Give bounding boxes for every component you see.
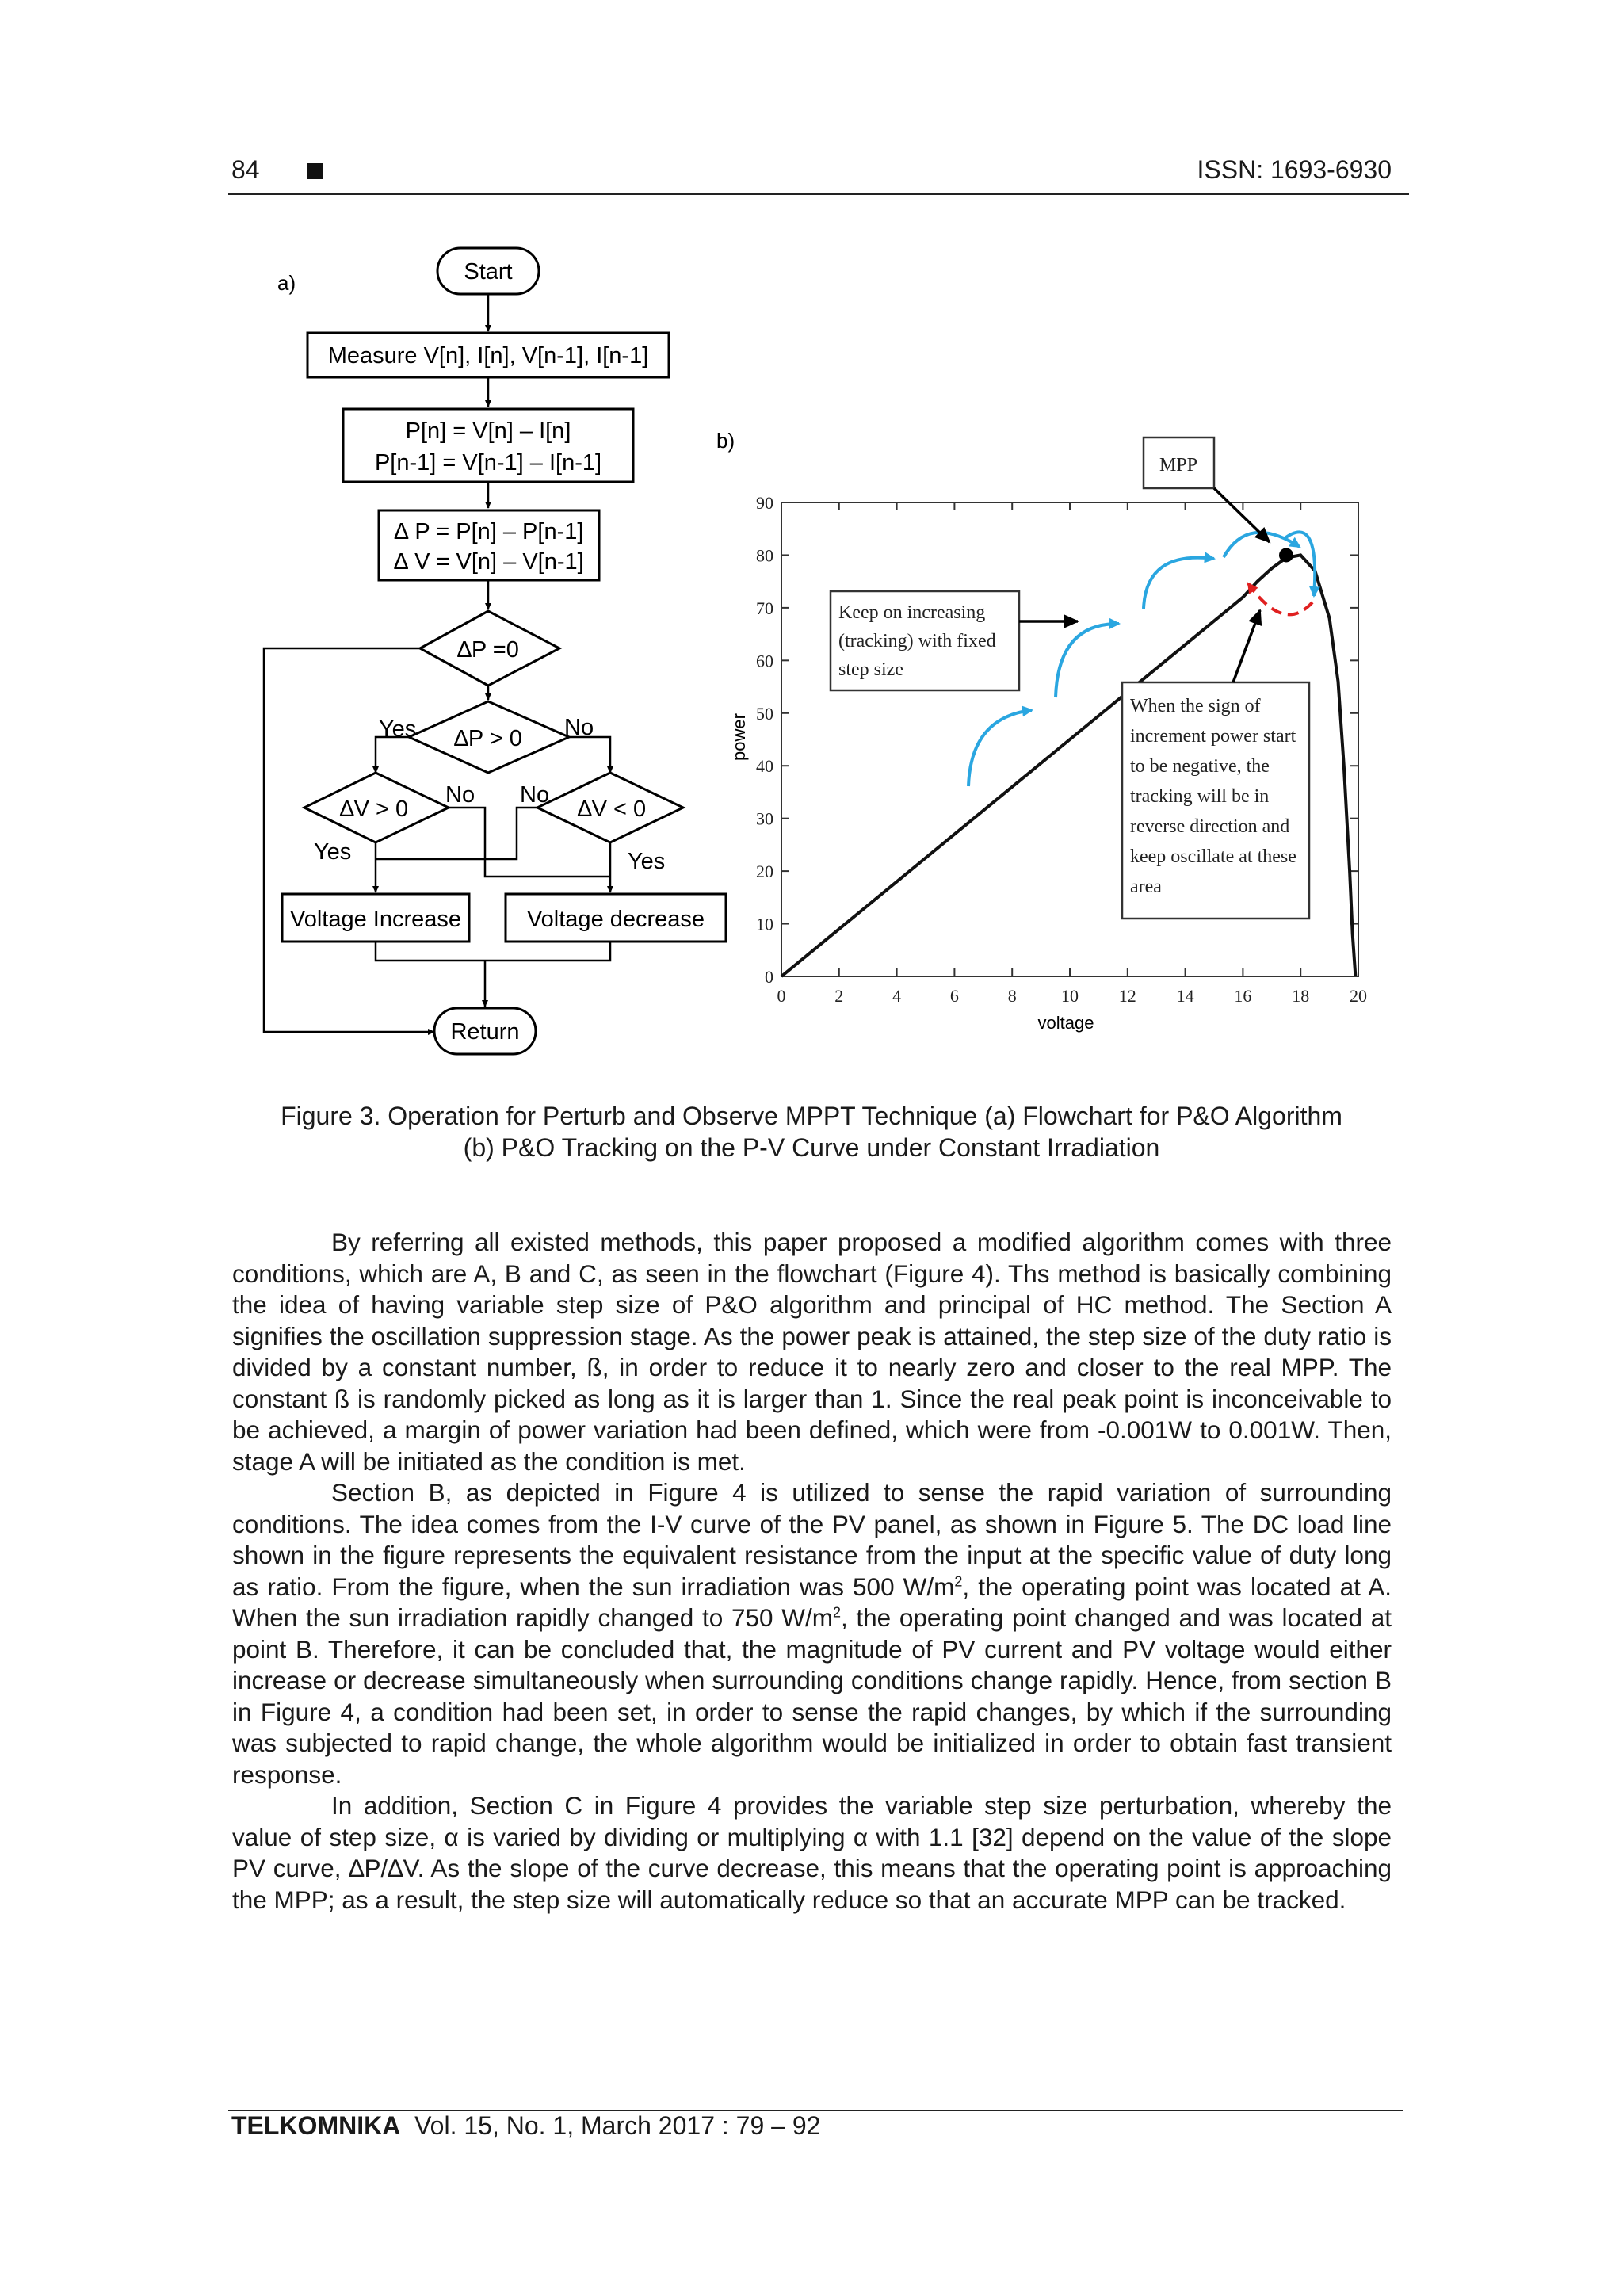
mpp-label: MPP [1159,455,1198,476]
caption-line-2: (b) P&O Tracking on the P-V Curve under Constant Irradiation [463,1133,1160,1162]
dv-positive-yes: Yes [314,839,352,865]
panel-a-label: a) [277,271,296,295]
dv-negative-no: No [520,782,550,808]
paragraph-3: In addition, Section C in Figure 4 provides the variable step size perturbation, whereby the value of step size, α is varied by dividing or multiplying α with 1.1 [32] depend on the value of the slope PV curve, ∆P/∆V. As the slope of the curve decrease, this means that the operating point is approaching the MPP; as a result, the step size will automatically reduce so that an accurate MPP can be tracked. [232,1791,1392,1914]
y-tick-label: 30 [756,808,773,829]
power-calc-line2: P[n-1] = V[n-1] – I[n-1] [374,450,602,476]
voltage-decrease-label: Voltage decrease [526,907,705,932]
voltage-increase-label: Voltage Increase [289,907,462,932]
y-tick-label: 0 [765,967,773,987]
oscillation-note: When the sign of increment power start to be negative, the tracking will be in reverse direction and keep oscillate at these area [1130,696,1296,897]
delta-calc-line2: ∆ V = V[n] – V[n-1] [394,549,584,575]
paragraph-2: Section B, as depicted in Figure 4 is utilized to sense the rapid variation of surrounding conditions. The idea comes from the I-V curve of the PV panel, as shown in Figure 5. The DC load line shown in the figure represents the equivalent resistance from the input at the specific value of duty long as ratio. From the figure, when the sun irradiation was 500 $W/m^2$, the operating point was located at A. When the sun irradiation rapidly changed to 750 $W/m^2$, the operating point changed and was located at point B. Therefore, it can be concluded that, the magnitude of PV current and PV voltage would either increase or decrease simultaneously when surrounding conditions change rapidly. Hence, from section B in Figure 4, a condition had been set, in order to sense the rapid changes, by which if the surrounding was subjected to rapid change, the whole algorithm would be initialized in order to obtain fast transient response. [232,1478,1392,1789]
dv-negative-yes: Yes [628,849,666,874]
y-tick-label: 10 [756,914,773,934]
x-tick-label: 2 [834,986,844,1006]
x-tick-label: 10 [1061,986,1079,1006]
delta-calc-line1: ∆ P = P[n] – P[n-1] [394,519,584,544]
figure-caption [228,1100,1395,1163]
panel-b-label: b) [716,429,735,453]
paragraph-1: By referring all existed methods, this paper proposed a modified algorithm comes with three conditions, which are A, B and C, as seen in the flowchart (Figure 4). Ths method is basically combining the idea of having variable step size of P&O algorithm and principal of HC method. The Section A signifies the oscillation suppression stage. As the power peak is attained, the step size of the duty ratio is divided by a constant number, ß, in order to reduce it to nearly zero and closer to the real MPP. The constant ß is randomly picked as long as it is larger than 1. Since the real peak point is inconceivable to be achieved, a margin of power variation had been defined, which were from -0.001W to 0.001W. Then, stage A will be initiated as the condition is met. [232,1228,1392,1476]
journal-issn: ISSN: 1693-6930 [1197,155,1392,184]
dv-positive-no: No [445,782,475,808]
body-text [232,1227,1392,1916]
start-label: Start [464,259,513,285]
y-tick-label: 20 [756,861,773,882]
dp-zero-label: ∆P =0 [457,637,519,663]
x-tick-label: 16 [1234,986,1252,1006]
x-tick-label: 12 [1118,986,1136,1006]
x-tick-label: 8 [1007,986,1017,1006]
measure-label: Measure V[n], I[n], V[n-1], I[n-1] [327,343,649,369]
y-tick-label: 40 [756,756,773,777]
dv-negative-label: ∆V < 0 [577,797,647,822]
dv-positive-label: ∆V > 0 [339,797,409,822]
caption-line-1: Figure 3. Operation for Perturb and Observe MPPT Technique (a) Flowchart for P&O Algorithm [281,1102,1342,1130]
x-tick-label: 18 [1292,986,1310,1006]
dp-positive-no: No [564,715,594,740]
power-calc-line1: P[n] = V[n] – I[n] [405,418,571,444]
journal-name: TELKOMNIKA [231,2111,401,2140]
x-tick-label: 0 [777,986,786,1006]
y-tick-label: 60 [756,651,773,671]
return-label: Return [450,1019,520,1045]
y-tick-label: 50 [756,703,773,724]
journal-footer [231,2111,820,2141]
y-tick-label: 70 [756,598,773,618]
y-tick-label: 90 [756,493,773,513]
mpp-marker [1279,548,1293,562]
y-tick-label: 80 [756,545,773,566]
flowchart [264,248,726,1054]
tracking-note: Keep on increasing (tracking) with fixed step size [838,602,996,680]
journal-details: Vol. 15, No. 1, March 2017 : 79 – 92 [414,2111,821,2140]
figure-3 [0,0,1623,1102]
page-number: 84 [231,155,260,184]
x-tick-label: 4 [892,986,902,1006]
dp-positive-label: ∆P > 0 [454,726,522,751]
x-tick-label: 6 [949,986,959,1006]
dp-positive-yes: Yes [379,716,417,742]
x-tick-label: 20 [1350,986,1367,1006]
x-tick-label: 14 [1176,986,1194,1006]
x-axis-label: voltage [1037,1013,1094,1033]
y-axis-label: power [729,713,749,761]
pv-chart [716,429,1367,1033]
